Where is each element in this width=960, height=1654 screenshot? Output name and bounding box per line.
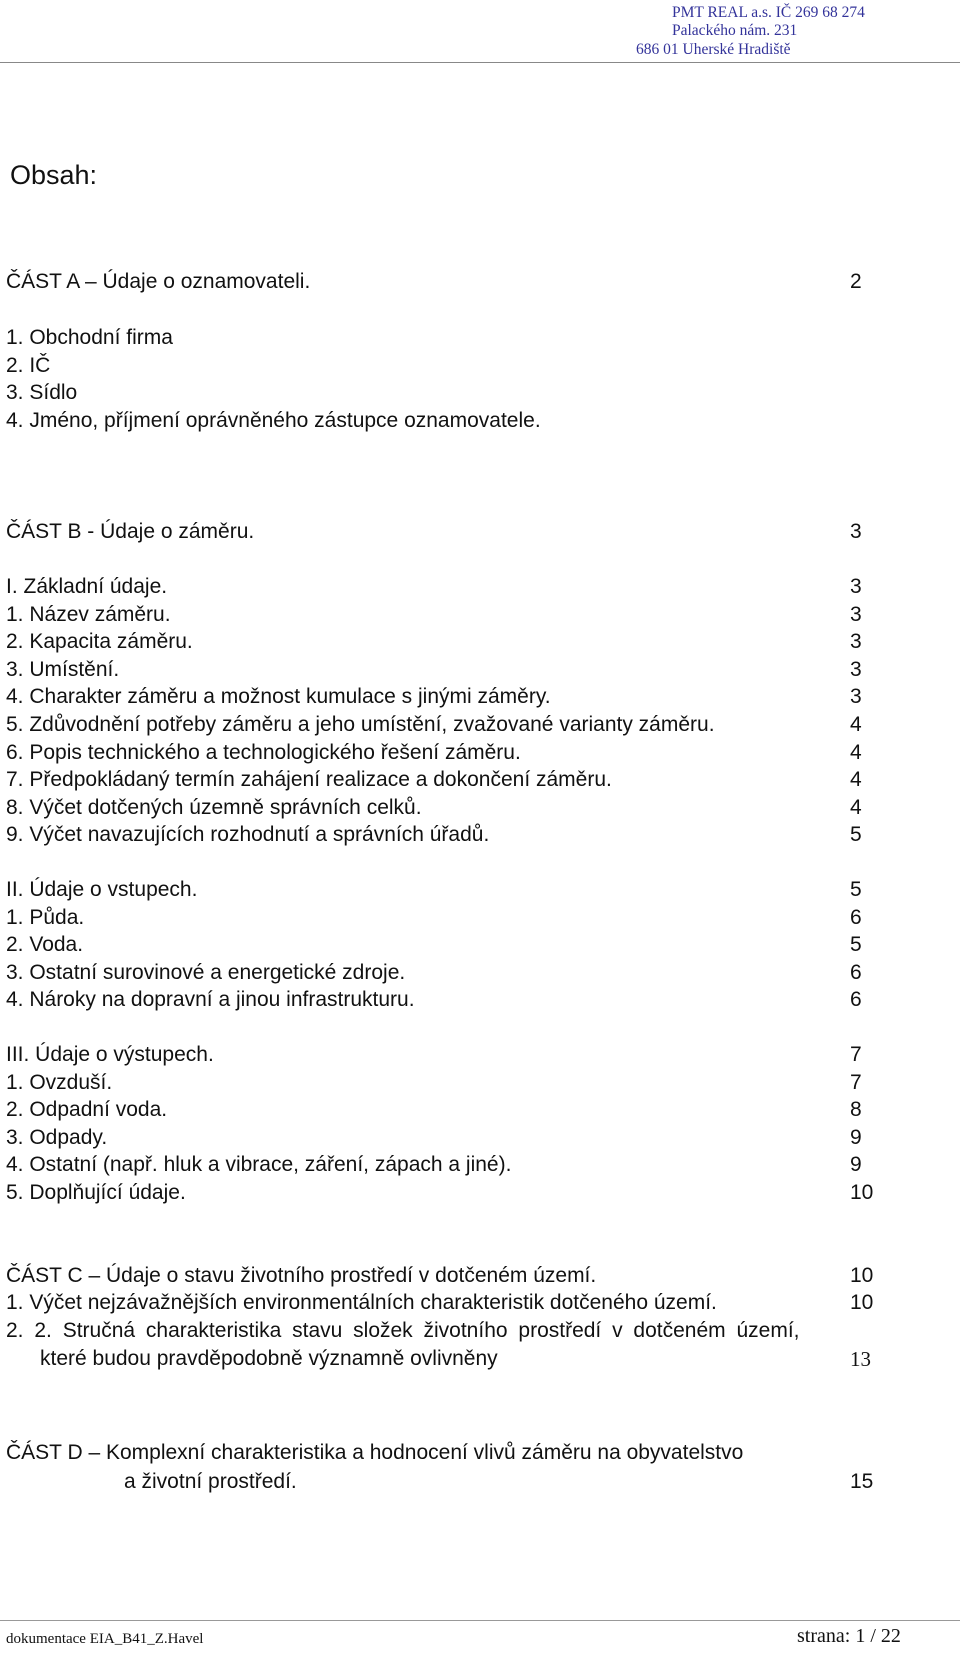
toc-entry[interactable] (6, 1319, 960, 1345)
toc-entry[interactable] (124, 1470, 960, 1496)
toc-entry[interactable] (6, 1291, 960, 1317)
toc-entry-label: I. Základní údaje. (6, 575, 168, 598)
toc-entry[interactable] (6, 906, 960, 932)
toc-entry-label: ČÁST D – Komplexní charakteristika a hodnocení vlivů záměru na obyvatelstvo (6, 1441, 744, 1464)
toc-entry-label: 2. 2. Stručná charakteristika stavu složek životního prostředí v dotčeném území, (6, 1319, 800, 1342)
toc-entry-page: 6 (850, 988, 862, 1011)
footer-page-label: strana: (797, 1625, 851, 1647)
toc-entry-label: 1. Výčet nejzávažnějších environmentálních charakteristik dotčeného území. (6, 1291, 717, 1314)
toc-entry-label: 4. Charakter záměru a možnost kumulace s jinými záměry. (6, 685, 551, 708)
toc-entry-page: 3 (850, 575, 862, 598)
toc-entry[interactable] (6, 354, 960, 380)
toc-entry-label: 7. Předpokládaný termín zahájení realizace a dokončení záměru. (6, 768, 612, 791)
toc-entry-page: 4 (850, 713, 862, 736)
toc-entry[interactable] (6, 961, 960, 987)
toc-entry-page: 9 (850, 1153, 862, 1176)
toc-entry-page: 3 (850, 603, 862, 626)
toc-entry[interactable] (6, 685, 960, 711)
toc-entry-label: 1. Ovzduší. (6, 1071, 113, 1094)
toc-entry-page: 2 (850, 270, 862, 293)
footer-document-name: dokumentace EIA_B41_Z.Havel (6, 1631, 204, 1647)
toc-entry[interactable] (6, 933, 960, 959)
header-street: Palackého nám. 231 (672, 22, 798, 39)
toc-entry[interactable] (6, 823, 960, 849)
toc-entry-label: 1. Obchodní firma (6, 326, 173, 349)
toc-entry-page: 15 (850, 1470, 874, 1493)
toc-entry[interactable] (6, 409, 960, 435)
toc-entry-label: 2. IČ (6, 354, 51, 377)
toc-entry-page: 3 (850, 520, 862, 543)
toc-entry-page: 10 (850, 1291, 874, 1314)
toc-entry-label: 1. Půda. (6, 906, 85, 929)
footer-divider (0, 1620, 960, 1621)
toc-entry[interactable] (6, 713, 960, 739)
toc-entry[interactable] (6, 1126, 960, 1152)
toc-entry-label: III. Údaje o výstupech. (6, 1043, 214, 1066)
toc-entry-page: 3 (850, 630, 862, 653)
toc-entry[interactable] (6, 575, 960, 601)
toc-entry[interactable] (6, 326, 960, 352)
toc-entry-label: II. Údaje o vstupech. (6, 878, 198, 901)
toc-entry-label: a životní prostředí. (124, 1470, 297, 1493)
toc-entry[interactable] (6, 768, 960, 794)
toc-entry-label: 9. Výčet navazujících rozhodnutí a správních úřadů. (6, 823, 490, 846)
toc-entry-label: 3. Ostatní surovinové a energetické zdroje. (6, 961, 406, 984)
toc-entry-label: 3. Sídlo (6, 381, 78, 404)
toc-entry[interactable] (6, 1181, 960, 1207)
toc-entry-label: 5. Zdůvodnění potřeby záměru a jeho umístění, zvažované varianty záměru. (6, 713, 715, 736)
toc-entry-label: 4. Jméno, příjmení oprávněného zástupce oznamovatele. (6, 409, 541, 432)
toc-entry-label: 3. Odpady. (6, 1126, 108, 1149)
footer-page-number (797, 1625, 901, 1648)
toc-entry-label: 4. Nároky na dopravní a jinou infrastrukturu. (6, 988, 415, 1011)
toc-entry[interactable] (6, 796, 960, 822)
toc-entry-page: 3 (850, 658, 862, 681)
toc-entry-page: 3 (850, 685, 862, 708)
toc-entry-label: 1. Název záměru. (6, 603, 171, 626)
toc-entry[interactable] (6, 1043, 960, 1069)
toc-entry-page: 13 (850, 1347, 871, 1371)
toc-entry[interactable] (6, 878, 960, 904)
toc-entry-page: 5 (850, 933, 862, 956)
toc-entry-label: 5. Doplňující údaje. (6, 1181, 186, 1204)
header-company: PMT REAL a.s. IČ 269 68 274 (672, 4, 865, 21)
toc-entry-page: 4 (850, 741, 862, 764)
toc-entry-label: 6. Popis technického a technologického řešení záměru. (6, 741, 521, 764)
toc-entry[interactable] (6, 381, 960, 407)
toc-entry-page: 5 (850, 823, 862, 846)
toc-entry-page: 6 (850, 906, 862, 929)
toc-entry[interactable] (6, 1441, 960, 1467)
toc-entry[interactable] (6, 1071, 960, 1097)
toc-entry[interactable] (6, 1264, 960, 1290)
header-city: 686 01 Uherské Hradiště (636, 41, 791, 58)
toc-entry-label: 8. Výčet dotčených územně správních celků. (6, 796, 422, 819)
toc-entry[interactable] (6, 741, 960, 767)
toc-entry[interactable] (6, 630, 960, 656)
toc-entry-label: 2. Kapacita záměru. (6, 630, 193, 653)
toc-entry-page: 6 (850, 961, 862, 984)
toc-entry-page: 7 (850, 1071, 862, 1094)
toc-entry[interactable] (6, 988, 960, 1014)
toc-entry-page: 8 (850, 1098, 862, 1121)
toc-entry-label: 3. Umístění. (6, 658, 120, 681)
toc-entry-page: 10 (850, 1181, 874, 1204)
toc-entry-page: 7 (850, 1043, 862, 1066)
toc-entry-page: 9 (850, 1126, 862, 1149)
toc-entry-label: ČÁST B - Údaje o záměru. (6, 520, 255, 543)
footer-page-value: 1 / 22 (855, 1625, 901, 1647)
toc-entry[interactable] (6, 658, 960, 684)
toc-entry[interactable] (6, 603, 960, 629)
toc-entry-label: 2. Odpadní voda. (6, 1098, 168, 1121)
page-title: Obsah: (10, 160, 98, 190)
toc-entry-label: 2. Voda. (6, 933, 84, 956)
toc-entry-page: 4 (850, 796, 862, 819)
toc-entry-label: 4. Ostatní (např. hluk a vibrace, záření, zápach a jiné). (6, 1153, 512, 1176)
toc-entry-page: 4 (850, 768, 862, 791)
toc-entry[interactable] (40, 1347, 960, 1373)
toc-entry[interactable] (6, 1153, 960, 1179)
toc-entry-label: ČÁST A – Údaje o oznamovateli. (6, 270, 311, 293)
toc-entry-page: 10 (850, 1264, 874, 1287)
toc-entry-page: 5 (850, 878, 862, 901)
toc-entry[interactable] (6, 270, 960, 296)
toc-entry-label: ČÁST C – Údaje o stavu životního prostředí v dotčeném území. (6, 1264, 597, 1287)
toc-entry[interactable] (6, 1098, 960, 1124)
toc-entry-label: které budou pravděpodobně významně ovlivněny (40, 1347, 498, 1370)
toc-entry[interactable] (6, 520, 960, 546)
